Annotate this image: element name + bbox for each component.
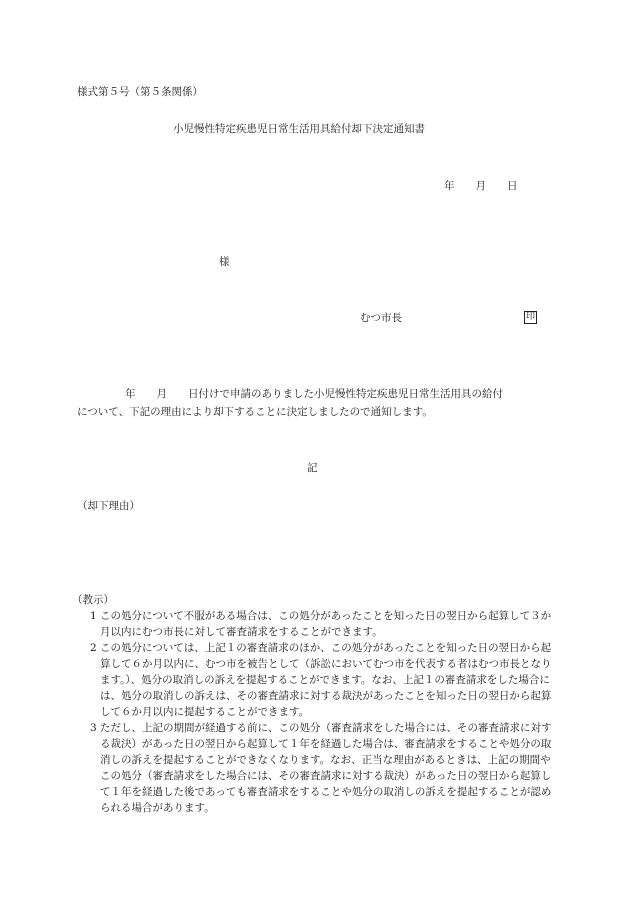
ki-heading: 記 <box>307 462 318 474</box>
notice-item <box>72 608 557 640</box>
appeal-notice <box>72 592 557 816</box>
date-line: 年 月 日 <box>444 180 518 192</box>
notice-item-text: この処分については、上記１の審査請求のほか、この処分があったことを知った日の翌日から起算して６か月以内に、むつ市を被告として（訴訟においてむつ市を代表する者はむつ市長となります。）、処分の取消しの訴えを提起することができます。なお、上記１の審査請求をした場合には、処分の取消しの訴えは、その審査請求に対する裁決があったことを知った日の翌日から起算して６か月以内に提起することができます。 <box>100 642 552 718</box>
sender-name: むつ市長 <box>360 312 402 324</box>
notice-item-number: 1 <box>90 610 97 622</box>
notice-heading: （教示） <box>72 594 114 606</box>
notice-item-number: 3 <box>90 722 97 734</box>
seal-mark: 印 <box>525 312 535 322</box>
reason-heading: （却下理由） <box>77 500 140 512</box>
notice-item-text: この処分について不服がある場合は、この処分があったことを知った日の翌日から起算して３か月以内にむつ市長に対して審査請求をすることができます。 <box>100 610 552 638</box>
body-line-2: について、下記の理由により却下することに決定しましたので通知します。 <box>77 406 433 418</box>
recipient-suffix: 様 <box>219 256 230 268</box>
notice-item <box>72 720 557 816</box>
notice-item-text: ただし、上記の期間が経過する前に、この処分（審査請求をした場合には、その審査請求に対する裁決）があった日の翌日から起算して１年を経過した場合は、審査請求をすることや処分の取消しの訴えを提起することができなくなります。なお、正当な理由があるときは、上記の期間やこの処分（審査請求をした場合には、その審査請求に対する裁決）があった日の翌日から起算して１年を経過した後であっても審査請求をすることや処分の取消しの訴えを提起することが認められる場合があります。 <box>100 722 552 814</box>
form-number: 様式第５号（第５条関係） <box>77 86 203 98</box>
notice-item-number: 2 <box>90 642 97 654</box>
document-title: 小児慢性特定疾患児日常生活用具給付却下決定通知書 <box>173 123 425 135</box>
notice-item <box>72 640 557 720</box>
body-line-1: 年 月 日付けで申請のありました小児慢性特定疾患児日常生活用具の給付 <box>125 388 503 400</box>
